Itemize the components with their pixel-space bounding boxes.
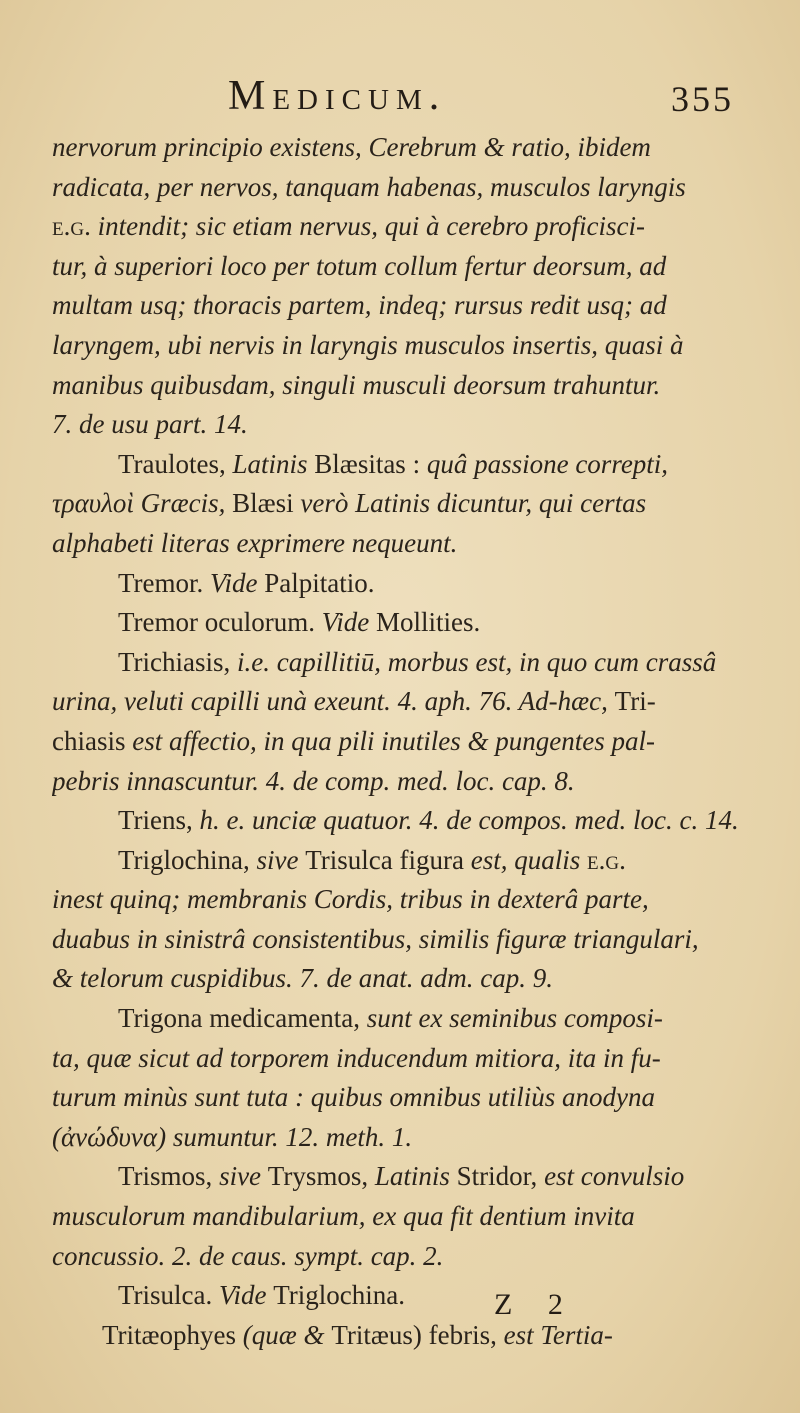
text-line — [52, 999, 752, 1039]
text-line — [52, 207, 752, 247]
body-text — [52, 128, 752, 1355]
text-line — [52, 1316, 752, 1356]
text-line — [52, 524, 752, 564]
text-segment: duabus in sinistrâ consistentibus, similis figuræ triangulari, — [52, 923, 699, 954]
text-segment: Trigona medicamenta, — [118, 1003, 367, 1034]
text-line — [52, 445, 752, 485]
text-line — [52, 603, 752, 643]
text-segment: Triglochina. — [273, 1280, 406, 1311]
page-number: 355 — [671, 79, 734, 119]
text-segment: manibus quibusdam, singuli musculi deorsum trahuntur. — [52, 369, 661, 400]
text-line — [52, 1039, 752, 1079]
text-segment: Trisulca figura — [305, 844, 471, 875]
text-segment: Triglochina, — [118, 844, 257, 875]
text-segment: est, qualis — [470, 844, 587, 875]
text-segment: chiasis — [52, 725, 133, 756]
text-line — [52, 1157, 752, 1197]
text-segment: e.g. — [52, 211, 91, 242]
text-segment: ta, quæ sicut ad torporem inducendum mitiora, ita in fu- — [52, 1042, 661, 1073]
text-segment: Tri- — [614, 686, 656, 717]
text-line — [52, 405, 752, 445]
text-line — [52, 326, 752, 366]
text-segment: h. e. unciæ quatuor. 4. de compos. med. loc. c. 14. — [199, 805, 739, 836]
text-segment: Mollities. — [369, 607, 481, 638]
text-segment: est convulsio — [544, 1161, 685, 1192]
text-line — [52, 1237, 752, 1277]
text-segment: Trichiasis, — [118, 646, 238, 677]
text-segment: & telorum cuspidibus. 7. de anat. adm. cap. 9. — [52, 963, 553, 994]
text-line — [52, 484, 752, 524]
text-segment: Blæsitas : — [307, 448, 427, 479]
text-segment: Tremor. — [118, 567, 211, 598]
text-segment: quâ passione correpti, — [426, 448, 669, 479]
running-head: Medicum. — [228, 73, 447, 119]
text-segment: Traulotes, — [118, 448, 233, 479]
text-segment: urina, veluti capilli unà exeunt. 4. aph. 76. Ad-hæc, — [52, 686, 615, 717]
text-line — [52, 880, 752, 920]
text-line — [52, 366, 752, 406]
text-segment: tur, à superiori loco per totum collum fertur deorsum, ad — [52, 250, 667, 281]
text-segment: est affectio, in qua pili inutiles & pungentes pal- — [132, 725, 655, 756]
text-segment: Stridor, — [456, 1161, 545, 1192]
text-line — [52, 247, 752, 287]
text-segment: sive — [256, 844, 306, 875]
text-segment: verò Latinis dicuntur, qui certas — [300, 488, 647, 519]
text-line — [52, 722, 752, 762]
text-segment: intendit; sic etiam nervus, qui à cerebro proficisci- — [90, 211, 645, 242]
text-segment: Latinis — [374, 1161, 457, 1192]
text-segment: nervorum principio existens, Cerebrum & ratio, ibidem — [52, 132, 651, 162]
text-line — [52, 168, 752, 208]
text-line — [52, 564, 752, 604]
text-segment: (quæ & — [242, 1319, 332, 1350]
text-segment: Trysmos, — [267, 1161, 375, 1192]
text-line — [52, 920, 752, 960]
text-segment: Tremor oculorum. — [118, 607, 322, 638]
text-segment: Blæsi — [232, 488, 301, 519]
text-line — [52, 762, 752, 802]
text-segment: Vide — [210, 567, 258, 598]
text-segment: radicata, per nervos, tanquam habenas, musculos laryngis — [52, 171, 686, 202]
text-segment: est Tertia- — [503, 1319, 613, 1350]
text-line — [52, 1078, 752, 1118]
text-segment: multam usq; thoracis partem, indeq; rursus redit usq; ad — [52, 290, 667, 321]
signature-mark: Z 2 — [494, 1288, 577, 1321]
text-line — [52, 1197, 752, 1237]
text-segment: musculorum mandibularium, ex qua fit dentium invita — [52, 1201, 635, 1232]
text-segment: Tritæophyes — [102, 1319, 243, 1350]
text-segment: Palpitatio. — [257, 567, 375, 598]
text-segment: pebris innascuntur. 4. de comp. med. loc. cap. 8. — [52, 765, 575, 796]
text-segment: Trismos, — [118, 1161, 220, 1192]
text-line — [52, 643, 752, 683]
text-segment: e.g. — [587, 844, 626, 875]
text-segment: Latinis — [232, 448, 308, 479]
text-segment: laryngem, ubi nervis in laryngis musculos insertis, quasi à — [52, 329, 684, 360]
text-segment: sive — [219, 1161, 268, 1192]
page-header — [0, 72, 800, 122]
text-segment: alphabeti literas exprimere nequeunt. — [52, 527, 458, 558]
text-line — [52, 286, 752, 326]
text-segment: Trisulca. — [118, 1280, 220, 1311]
text-segment: Vide — [219, 1280, 274, 1311]
text-segment: inest quinq; membranis Cordis, tribus in dexterâ parte, — [52, 884, 649, 915]
text-line — [52, 128, 752, 168]
text-segment: Vide — [321, 607, 370, 638]
text-segment: τραυλοὶ Græcis, — [52, 488, 233, 519]
text-line — [52, 959, 752, 999]
text-segment: turum minùs sunt tuta : quibus omnibus utiliùs anodyna — [52, 1082, 656, 1113]
text-segment: Triens, — [118, 805, 200, 836]
text-segment: concussio. 2. de caus. sympt. cap. 2. — [52, 1240, 444, 1271]
text-line — [52, 801, 752, 841]
text-line — [52, 682, 752, 722]
text-line — [52, 1118, 752, 1158]
text-segment: 7. de usu part. 14. — [52, 409, 248, 440]
text-segment: sunt ex seminibus composi- — [366, 1003, 663, 1034]
text-segment: Tritæus) febris, — [331, 1319, 504, 1350]
text-line — [52, 841, 752, 881]
text-segment: i.e. capillitiū, morbus est, in quo cum crassâ — [237, 646, 717, 677]
text-segment: (ἀνώδυνα) sumuntur. 12. meth. 1. — [52, 1121, 413, 1152]
text-line — [52, 1276, 752, 1316]
